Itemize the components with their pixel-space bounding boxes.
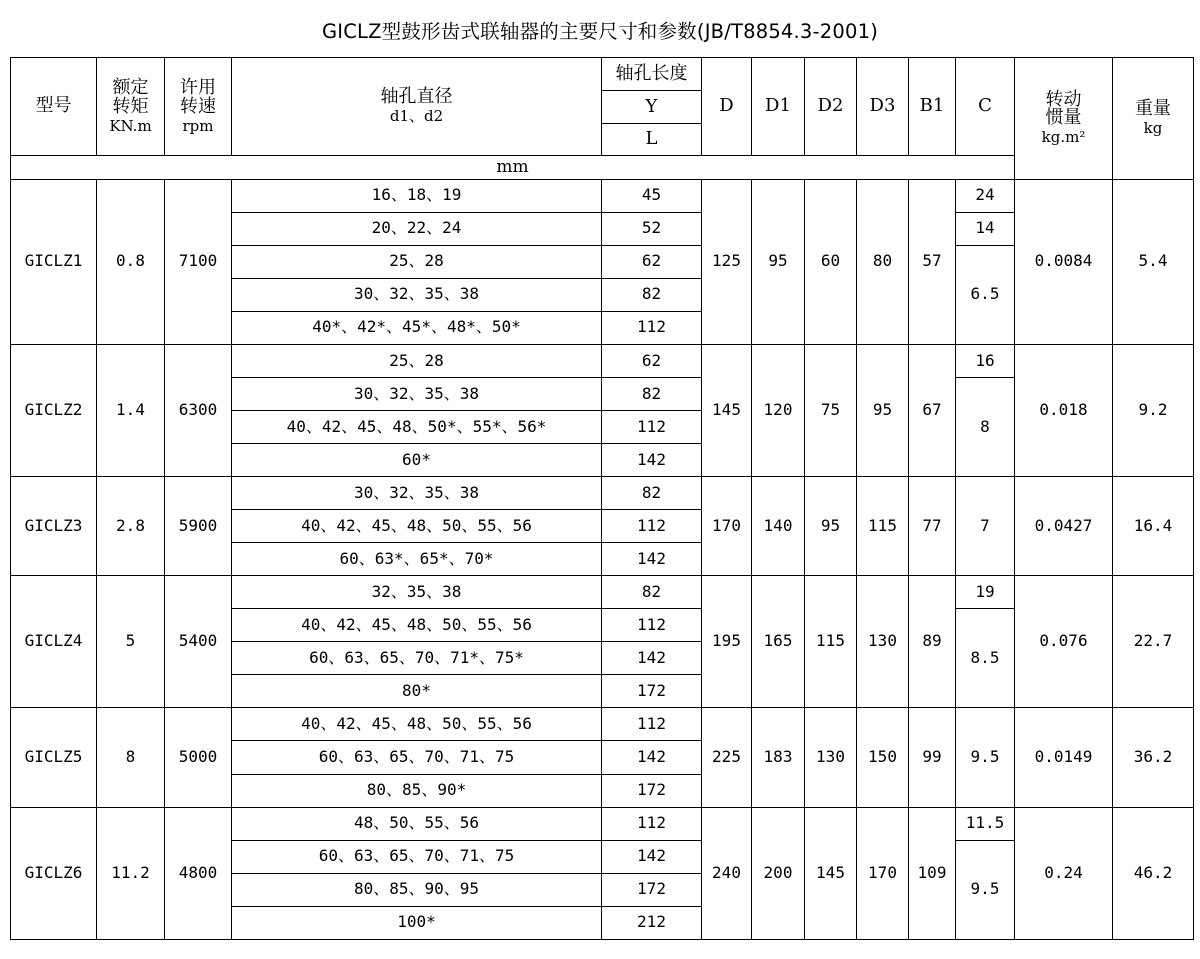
bore-length-cell: 112 [602, 510, 702, 543]
dim-D-cell: 240 [702, 807, 752, 939]
bore-length-cell: 82 [602, 576, 702, 609]
bore-diameter-cell: 40、42、45、48、50*、55*、56* [232, 411, 602, 444]
weight-cell: 46.2 [1113, 807, 1194, 939]
torque-cell: 5 [97, 576, 165, 708]
dim-C-cell: 8 [956, 377, 1015, 476]
bore-length-cell: 142 [602, 543, 702, 576]
bore-diameter-cell: 100* [232, 906, 602, 939]
dim-D-cell: 170 [702, 477, 752, 576]
bore-length-cell: 142 [602, 741, 702, 774]
header-speed-unit: rpm [182, 116, 214, 135]
bore-diameter-cell: 60、63、65、70、71、75 [232, 741, 602, 774]
speed-cell: 5400 [165, 576, 232, 708]
bore-length-cell: 52 [602, 212, 702, 245]
header-inertia [1015, 58, 1113, 180]
bore-length-cell: 45 [602, 179, 702, 212]
model-cell: GICLZ3 [11, 477, 97, 576]
dim-D3-cell: 80 [857, 179, 909, 344]
header-weight [1113, 58, 1194, 180]
bore-diameter-cell: 30、32、35、38 [232, 278, 602, 311]
dim-C-cell: 24 [956, 179, 1015, 212]
bore-diameter-cell: 25、28 [232, 245, 602, 278]
dim-D2-cell: 115 [805, 576, 857, 708]
weight-cell: 9.2 [1113, 344, 1194, 476]
dim-D1-cell: 183 [752, 708, 805, 807]
bore-diameter-cell: 40*、42*、45*、48*、50* [232, 311, 602, 344]
bore-diameter-cell: 20、22、24 [232, 212, 602, 245]
header-weight-label: 重量 [1135, 98, 1171, 120]
dim-D1-cell: 165 [752, 576, 805, 708]
bore-diameter-cell: 80、85、90、95 [232, 873, 602, 906]
model-cell: GICLZ5 [11, 708, 97, 807]
table-row [11, 576, 1194, 609]
bore-diameter-cell: 80、85、90* [232, 774, 602, 807]
bore-diameter-cell: 40、42、45、48、50、55、56 [232, 708, 602, 741]
header-row [11, 58, 1194, 91]
header-D1: D1 [752, 58, 805, 156]
bore-length-cell: 62 [602, 344, 702, 377]
bore-diameter-cell: 80* [232, 675, 602, 708]
bore-length-cell: 142 [602, 642, 702, 675]
bore-length-cell: 212 [602, 906, 702, 939]
bore-diameter-cell: 60* [232, 444, 602, 477]
bore-length-cell: 112 [602, 311, 702, 344]
model-cell: GICLZ2 [11, 344, 97, 476]
dim-B1-cell: 99 [909, 708, 956, 807]
header-C: C [956, 58, 1015, 156]
dim-D1-cell: 140 [752, 477, 805, 576]
bore-diameter-cell: 32、35、38 [232, 576, 602, 609]
bore-diameter-cell: 60、63、65、70、71*、75* [232, 642, 602, 675]
bore-length-cell: 172 [602, 774, 702, 807]
dim-D1-cell: 95 [752, 179, 805, 344]
speed-cell: 7100 [165, 179, 232, 344]
bore-length-cell: 112 [602, 708, 702, 741]
dim-C-cell: 7 [956, 477, 1015, 576]
dim-D-cell: 125 [702, 179, 752, 344]
speed-cell: 5000 [165, 708, 232, 807]
dim-C-cell: 9.5 [956, 840, 1015, 939]
dim-C-cell: 8.5 [956, 609, 1015, 708]
dim-C-cell: 16 [956, 344, 1015, 377]
header-speed-line1: 许用 [180, 76, 216, 98]
weight-cell: 36.2 [1113, 708, 1194, 807]
torque-cell: 8 [97, 708, 165, 807]
header-torque [97, 58, 165, 156]
dim-B1-cell: 89 [909, 576, 956, 708]
bore-diameter-cell: 48、50、55、56 [232, 807, 602, 840]
header-bore-diameter-sub: d1、d2 [389, 107, 444, 126]
header-D3: D3 [857, 58, 909, 156]
table-row [11, 477, 1194, 510]
dim-D3-cell: 130 [857, 576, 909, 708]
coupling-spec-table [10, 57, 1194, 940]
torque-cell: 11.2 [97, 807, 165, 939]
dim-D-cell: 195 [702, 576, 752, 708]
bore-length-cell: 112 [602, 411, 702, 444]
dim-B1-cell: 109 [909, 807, 956, 939]
dim-D2-cell: 145 [805, 807, 857, 939]
header-inertia-unit: kg.m² [1041, 128, 1086, 147]
inertia-cell: 0.0427 [1015, 477, 1113, 576]
dim-D-cell: 145 [702, 344, 752, 476]
bore-diameter-cell: 16、18、19 [232, 179, 602, 212]
weight-cell: 22.7 [1113, 576, 1194, 708]
dim-C-cell: 19 [956, 576, 1015, 609]
bore-diameter-cell: 40、42、45、48、50、55、56 [232, 609, 602, 642]
inertia-cell: 0.0084 [1015, 179, 1113, 344]
header-torque-line1: 额定 [112, 76, 149, 98]
speed-cell: 5900 [165, 477, 232, 576]
header-inertia-line2: 惯量 [1045, 107, 1082, 129]
header-speed [165, 58, 232, 156]
dim-D3-cell: 95 [857, 344, 909, 476]
header-torque-unit: KN.m [109, 116, 152, 135]
dim-C-cell: 9.5 [956, 708, 1015, 807]
dim-D2-cell: 95 [805, 477, 857, 576]
header-B1: B1 [909, 58, 956, 156]
dim-B1-cell: 77 [909, 477, 956, 576]
header-bore-diameter-label: 轴孔直径 [380, 86, 453, 108]
dim-C-cell: 14 [956, 212, 1015, 245]
table-row [11, 179, 1194, 212]
page-title: GICLZ型鼓形齿式联轴器的主要尺寸和参数(JB/T8854.3-2001) [321, 20, 879, 43]
bore-length-cell: 62 [602, 245, 702, 278]
bore-length-cell: 82 [602, 278, 702, 311]
header-model: 型号 [11, 58, 97, 156]
bore-length-cell: 82 [602, 377, 702, 410]
bore-length-cell: 142 [602, 444, 702, 477]
bore-diameter-cell: 25、28 [232, 344, 602, 377]
dim-D3-cell: 115 [857, 477, 909, 576]
dim-D2-cell: 75 [805, 344, 857, 476]
bore-length-cell: 172 [602, 675, 702, 708]
bore-length-cell: 112 [602, 609, 702, 642]
inertia-cell: 0.24 [1015, 807, 1113, 939]
weight-cell: 5.4 [1113, 179, 1194, 344]
dim-C-cell: 11.5 [956, 807, 1015, 840]
header-bore-length: 轴孔长度 [602, 58, 702, 91]
bore-length-cell: 112 [602, 807, 702, 840]
bore-diameter-cell: 60、63、65、70、71、75 [232, 840, 602, 873]
model-cell: GICLZ1 [11, 179, 97, 344]
inertia-cell: 0.076 [1015, 576, 1113, 708]
header-speed-line2: 转速 [180, 95, 216, 117]
dim-B1-cell: 67 [909, 344, 956, 476]
speed-cell: 4800 [165, 807, 232, 939]
header-torque-line2: 转矩 [112, 95, 149, 117]
header-D: D [702, 58, 752, 156]
header-inertia-line1: 转动 [1045, 88, 1082, 110]
model-cell: GICLZ6 [11, 807, 97, 939]
dim-C-cell: 6.5 [956, 245, 1015, 344]
table-row [11, 807, 1194, 840]
table-row [11, 708, 1194, 741]
torque-cell: 0.8 [97, 179, 165, 344]
table-row [11, 344, 1194, 377]
header-bore-diameter [232, 58, 602, 156]
bore-length-cell: 82 [602, 477, 702, 510]
dim-D2-cell: 130 [805, 708, 857, 807]
bore-diameter-cell: 40、42、45、48、50、55、56 [232, 510, 602, 543]
bore-diameter-cell: 30、32、35、38 [232, 377, 602, 410]
torque-cell: 1.4 [97, 344, 165, 476]
dim-D3-cell: 170 [857, 807, 909, 939]
speed-cell: 6300 [165, 344, 232, 476]
bore-length-cell: 172 [602, 873, 702, 906]
torque-cell: 2.8 [97, 477, 165, 576]
dim-D-cell: 225 [702, 708, 752, 807]
model-cell: GICLZ4 [11, 576, 97, 708]
header-weight-unit: kg [1143, 118, 1163, 137]
dim-D1-cell: 120 [752, 344, 805, 476]
inertia-cell: 0.018 [1015, 344, 1113, 476]
inertia-cell: 0.0149 [1015, 708, 1113, 807]
weight-cell: 16.4 [1113, 477, 1194, 576]
units-mm-label: mm [11, 156, 1015, 179]
dim-D3-cell: 150 [857, 708, 909, 807]
dim-B1-cell: 57 [909, 179, 956, 344]
header-D2: D2 [805, 58, 857, 156]
dim-D2-cell: 60 [805, 179, 857, 344]
bore-diameter-cell: 30、32、35、38 [232, 477, 602, 510]
header-bore-length-y: Y [602, 91, 702, 123]
dim-D1-cell: 200 [752, 807, 805, 939]
bore-length-cell: 142 [602, 840, 702, 873]
header-bore-length-l: L [602, 123, 702, 155]
bore-diameter-cell: 60、63*、65*、70* [232, 543, 602, 576]
